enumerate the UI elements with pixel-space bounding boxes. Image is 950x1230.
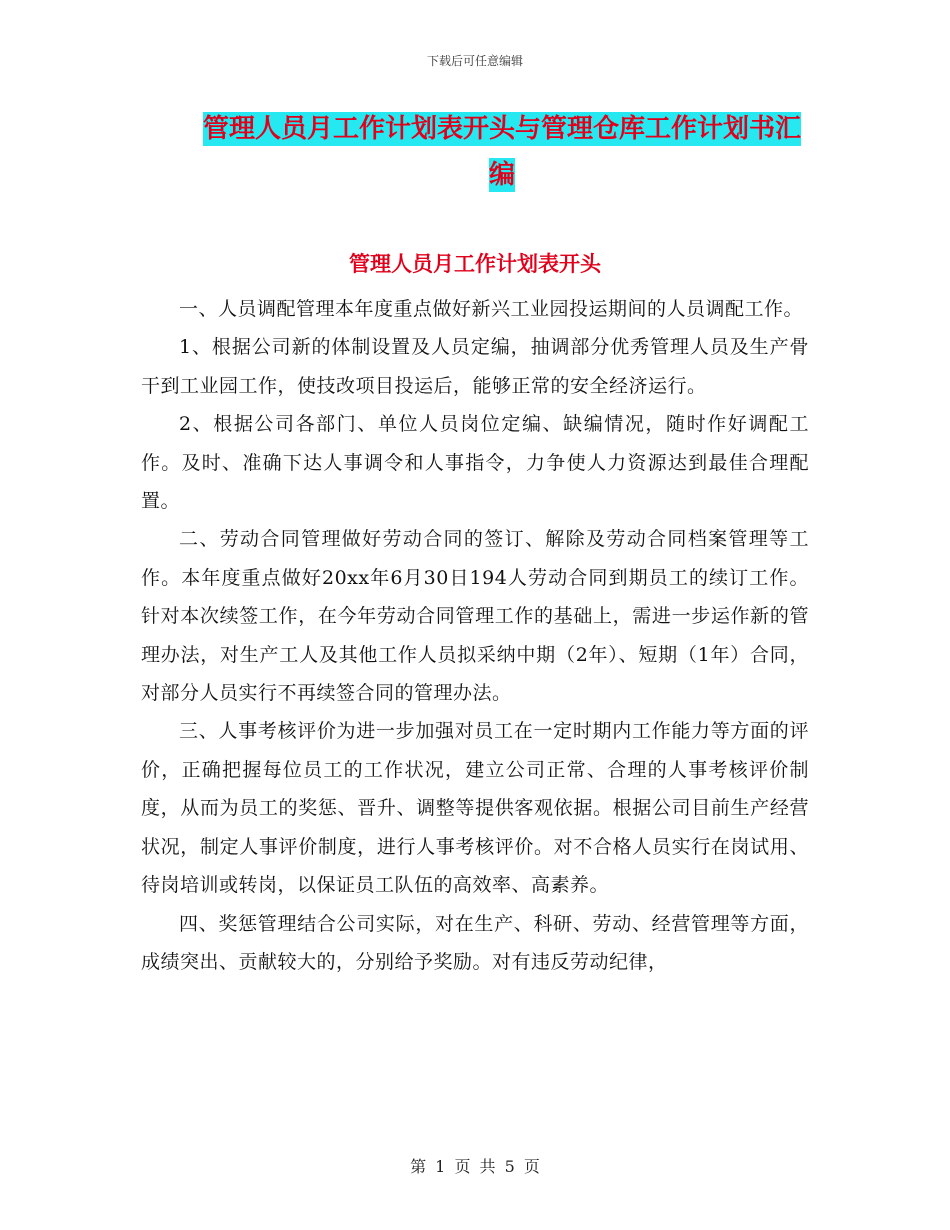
document-title-text: 管理人员月工作计划表开头与管理仓库工作计划书汇编: [202, 114, 801, 190]
document-body: [141, 290, 809, 981]
header-note: 下载后可任意编辑: [426, 54, 523, 68]
paragraph: 三、人事考核评价为进一步加强对员工在一定时期内工作能力等方面的评价，正确把握每位员工的工作状况，建立公司正常、合理的人事考核评价制度，从而为员工的奖惩、晋升、调整等提供客观依据。根据公司目前生产经营状况，制定人事评价制度，进行人事考核评价。对不合格人员实行在岗试用、待岗培训或转岗，以保证员工队伍的高效率、高素养。: [141, 720, 809, 897]
paragraph: 一、人员调配管理本年度重点做好新兴工业园投运期间的人员调配工作。: [179, 298, 804, 320]
section-title: 管理人员月工作计划表开头: [349, 251, 601, 276]
paragraph: 二、劳动合同管理做好劳动合同的签订、解除及劳动合同档案管理等工作。本年度重点做好20xx年6月30日194人劳动合同到期员工的续订工作。针对本次续签工作，在今年劳动合同管理工作的基础上，需进一步运作新的管理办法，对生产工人及其他工作人员拟采纳中期（2年）、短期（1年）合同，对部分人员实行不再续签合同的管理办法。: [141, 528, 809, 705]
document-title: [192, 106, 812, 198]
paragraph: 四、奖惩管理结合公司实际，对在生产、科研、劳动、经营管理等方面，成绩突出、贡献较大的，分别给予奖励。对有违反劳动纪律，: [141, 912, 809, 973]
paragraph: 2、根据公司各部门、单位人员岗位定编、缺编情况，随时作好调配工作。及时、准确下达人事调令和人事指令，力争使人力资源达到最佳合理配置。: [141, 413, 809, 513]
page-footer: 第 1 页 共 5 页: [410, 1157, 540, 1176]
paragraph: 1、根据公司新的体制设置及人员定编，抽调部分优秀管理人员及生产骨干到工业园工作，使技改项目投运后，能够正常的安全经济运行。: [141, 336, 809, 397]
